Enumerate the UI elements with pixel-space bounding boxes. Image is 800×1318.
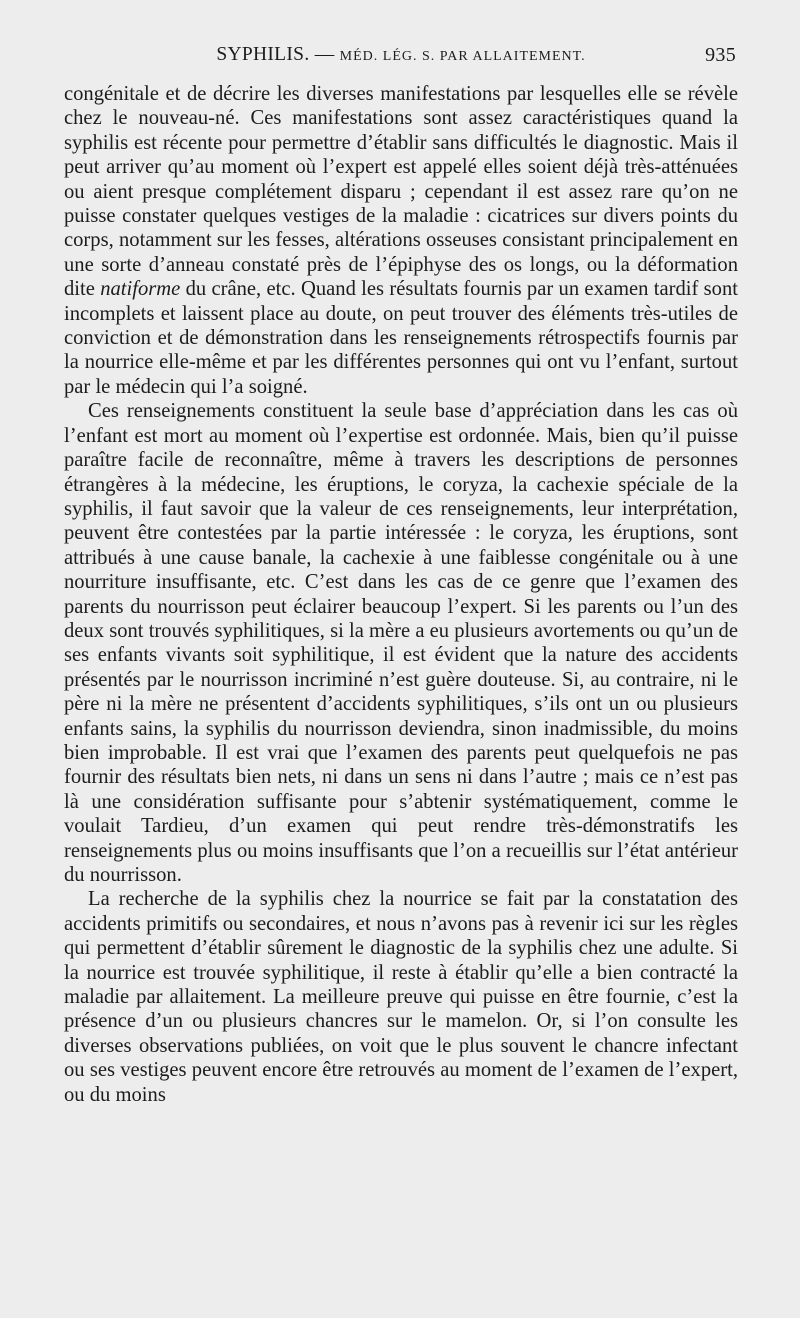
- page-number: 935: [705, 44, 736, 66]
- italic-term-natiforme: natiforme: [100, 278, 181, 301]
- running-header: [64, 44, 738, 74]
- paragraph-1: [64, 82, 738, 399]
- paragraph-1-part-1: congénitale et de décrire les diverses manifestations par lesquelles elle se révèle chez le nouveau-né. Ces manifestations sont assez caractéristiques quand la syphilis est récente pour permettre d’établir sans difficultés le diagnostic. Mais il peut arriver qu’au moment où l’expert est appelé elles soient déjà très-atténuées ou aient presque complétement disparu ; cependant il est assez rare qu’on ne puisse constater quelques vestiges de la maladie : cicatrices sur divers points du corps, notamment sur les fesses, altérations osseuses consistant principalement en une sorte d’anneau constaté près de l’épiphyse des os longs, ou la déformation dite: [64, 83, 738, 301]
- paragraph-2: Ces renseignements constituent la seule base d’appréciation dans les cas où l’enfant est mort au moment où l’expertise est ordonnée. Mais, bien qu’il puisse paraître facile de reconnaître, même à travers les descriptions de personnes étrangères à la médecine, les éruptions, le coryza, la cachexie spéciale de la syphilis, il faut savoir que la valeur de ces renseignements, leur interprétation, peuvent être contestées par la partie intéressée : le coryza, les éruptions, sont attribués à une cause banale, la cachexie à une faiblesse congénitale ou à une nourriture insuffisante, etc. C’est dans les cas de ce genre que l’examen des parents du nourrisson peut éclairer beaucoup l’expert. Si les parents ou l’un des deux sont trouvés syphilitiques, si la mère a eu plusieurs avortements ou qu’un de ses enfants vivants soit syphilitique, il est évident que la nature des accidents présentés par le nourrisson incriminé n’est guère douteuse. Si, au contraire, ni le père ni la mère ne présentent d’accidents syphilitiques, s’ils ont un ou plusieurs enfants sains, la syphilis du nourrisson deviendra, sinon inadmissible, du moins bien improbable. Il est vrai que l’examen des parents peut quelquefois ne pas fournir des résultats bien nets, ni dans un sens ni dans l’autre ; mais ce n’est pas là une considération suffisante pour s’abtenir systématiquement, comme le voulait Tardieu, d’un examen qui peut rendre très-démonstratifs les renseignements plus ou moins insuffisants que l’on a recueillis sur l’état antérieur du nourrisson.: [64, 400, 738, 886]
- running-title-dash: —: [309, 44, 340, 65]
- paragraph-3: La recherche de la syphilis chez la nourrice se fait par la constatation des accidents primitifs ou secondaires, et nous n’avons pas à revenir ici sur les règles qui permettent d’établir sûrement le diagnostic de la syphilis chez une adulte. Si la nourrice est trouvée syphilitique, il reste à établir qu’elle a bien contracté la maladie par allaitement. La meilleure preuve qui puisse en être fournie, c’est la présence d’un ou plusieurs chancres sur le mamelon. Or, si l’on consulte les diverses observations publiées, on voit que le plus souvent le chancre infectant ou ses vestiges peuvent encore être retrouvés au moment de l’examen de l’expert, ou du moins: [64, 888, 738, 1106]
- running-title-main: SYPHILIS.: [216, 44, 310, 65]
- body-text: [64, 82, 738, 1107]
- paragraph-1-part-3: du crâne, etc. Quand les résultats fournis par un examen tardif sont incomplets et laissent place au doute, on peut trouver des éléments très-utiles de conviction et de démonstration dans les renseignements rétrospectifs fournis par la nourrice elle-même et par les différentes personnes qui ont vu l’enfant, surtout par le médecin qui l’a soigné.: [64, 278, 738, 398]
- running-title-sub: MÉD. LÉG. S. PAR ALLAITEMENT.: [339, 49, 586, 64]
- running-title: [216, 44, 585, 66]
